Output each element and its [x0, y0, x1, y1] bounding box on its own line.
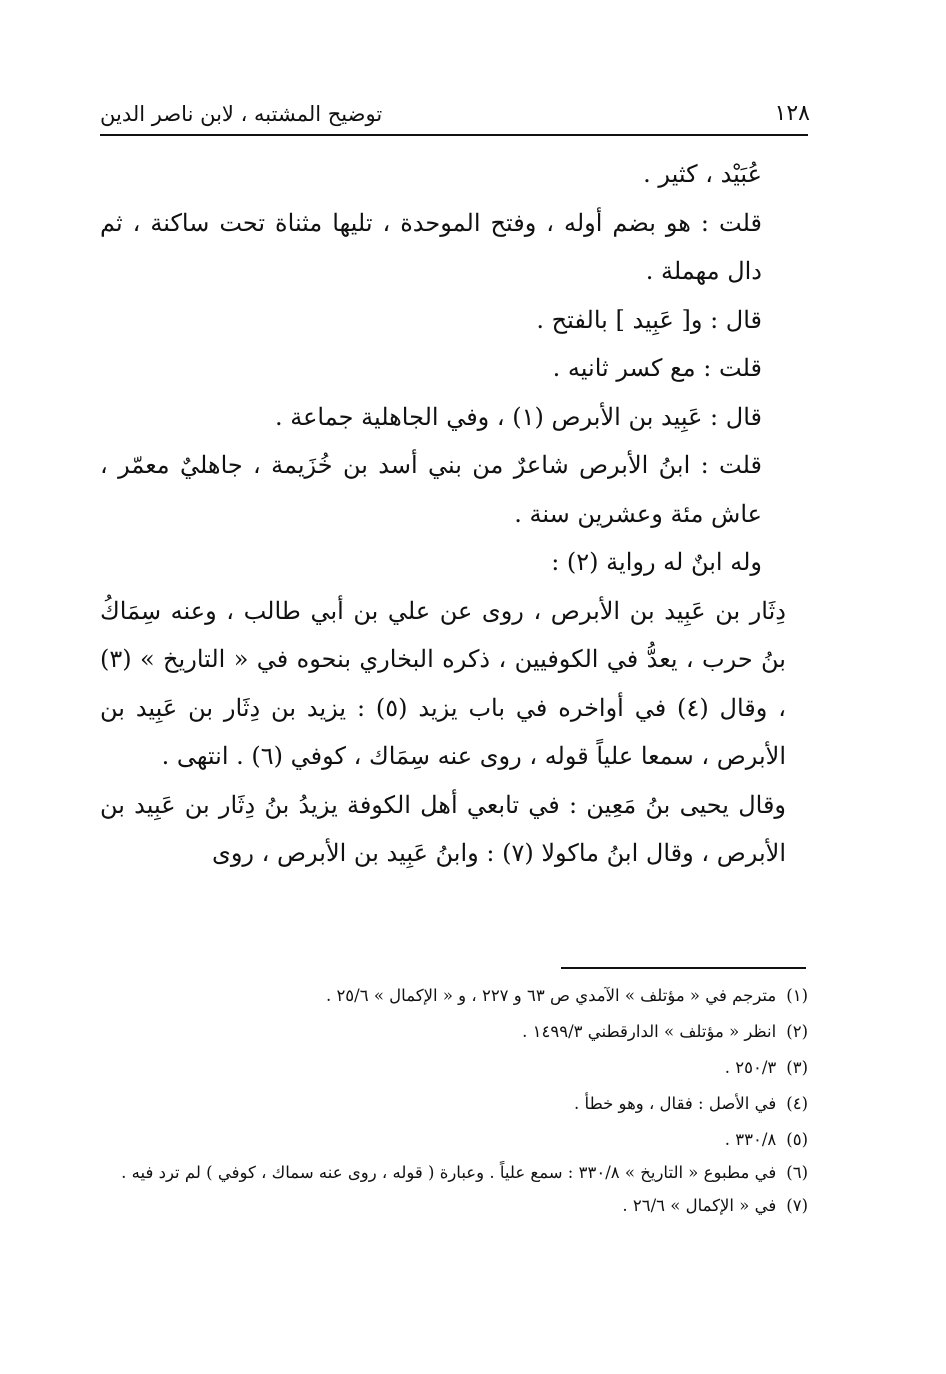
footnote-text: مترجم في « مؤتلف » الآمدي ص ٦٣ و ٢٢٧ ، و « الإكمال » ٢٥/٦ .: [325, 986, 777, 1005]
paragraph: قلت : مع كسر ثانيه .: [552, 354, 762, 382]
paragraph: قال : و[ عَبِيد ] بالفتح .: [536, 305, 762, 334]
header-divider: [100, 134, 808, 136]
footnote-text: في الأصل : فقال ، وهو خطأ .: [574, 1094, 777, 1113]
footnote-number: (١): [786, 986, 808, 1005]
footnote-text: في « الإكمال » ٢٦/٦ .: [622, 1196, 777, 1215]
footnote-text: انظر « مؤتلف » الدارقطني ١٤٩٩/٣ .: [522, 1022, 777, 1041]
running-title: توضيح المشتبه ، لابن ناصر الدين: [100, 102, 383, 126]
footnote-text: ٢٥٠/٣ .: [724, 1058, 777, 1077]
paragraph: عُبَيْد ، كثير .: [643, 160, 762, 188]
page-number: ١٢٨: [774, 101, 810, 126]
footnote: [100, 1050, 808, 1086]
main-text: [100, 150, 808, 878]
footnote-number: (٦): [786, 1163, 808, 1182]
paragraph: وقال يحيى بنُ مَعِين : في تابعي أهل الكوفة يزيدُ بنُ دِثَار بن عَبِيد بن الأبرص ، وقال ابنُ ماكولا (٧) : وابنُ عَبِيد بن الأبرص ، روى: [100, 790, 786, 867]
paragraph: دِثَار بن عَبِيد بن الأبرص ، روى عن علي بن أبي طالب ، وعنه سِمَاكُ بنُ حرب ، يعدُّ في الكوفيين ، ذكره البخاري بنحوه في « التاريخ » (٣) ، وقال (٤) في أواخره في باب يزيد (٥) : يزيد بن دِثَار بن عَبِيد بن الأبرص ، سمعا علياً قوله ، روى عنه سِمَاك ، كوفي (٦) . انتهى .: [100, 596, 786, 770]
footnote-number: (٤): [786, 1094, 808, 1113]
running-head: [100, 86, 810, 126]
footnote: [100, 1158, 808, 1188]
footnote-number: (٥): [786, 1130, 808, 1149]
paragraph: وله ابنٌ له رواية (٢) :: [551, 548, 762, 576]
footnote-text: ٣٣٠/٨ .: [724, 1130, 777, 1149]
footnote-number: (٧): [786, 1196, 808, 1215]
footnote: [100, 1014, 808, 1050]
footnote: [100, 1086, 808, 1122]
footnote-number: (٣): [786, 1058, 808, 1077]
paragraph: قلت : هو بضم أوله ، وفتح الموحدة ، تليها مثناة تحت ساكنة ، ثم دال مهملة .: [100, 208, 762, 285]
footnote-text: في مطبوع « التاريخ » ٣٣٠/٨ : سمع علياً . وعبارة ( قوله ، روى عنه سماك ، كوفي ) لم ترد فيه .: [121, 1163, 777, 1182]
footnotes: [100, 978, 808, 1224]
footnote-divider: [561, 967, 806, 969]
footnote: [100, 1188, 808, 1224]
paragraph: قال : عَبِيد بن الأبرص (١) ، وفي الجاهلية جماعة .: [274, 402, 762, 431]
footnote: [100, 1122, 808, 1158]
paragraph: قلت : ابنُ الأبرص شاعرٌ من بني أسد بن خُزَيمة ، جاهليٌ معمّر ، عاش مئة وعشرين سنة .: [100, 451, 762, 528]
footnote: [100, 978, 808, 1014]
footnote-number: (٢): [786, 1022, 808, 1041]
